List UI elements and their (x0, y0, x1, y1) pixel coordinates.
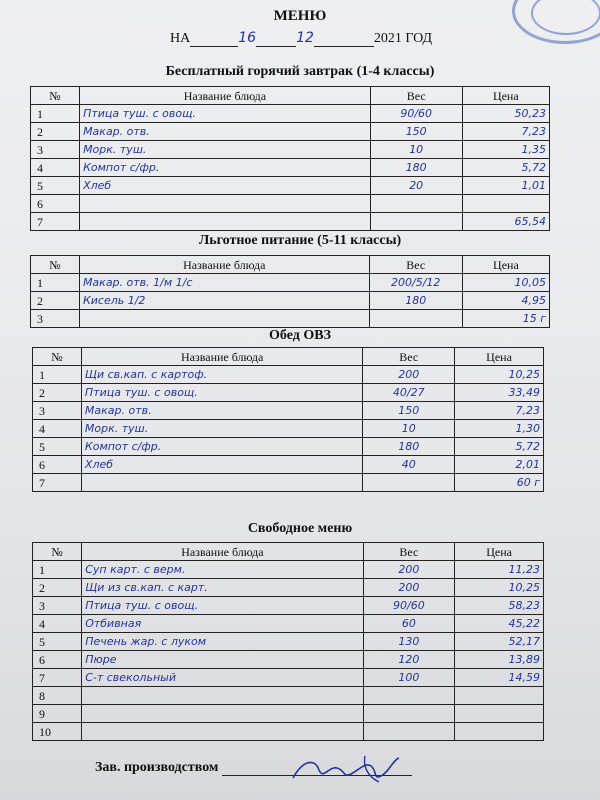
row-number: 6 (31, 195, 80, 213)
table-row (33, 615, 544, 633)
table-row (33, 420, 544, 438)
table-row (33, 384, 544, 402)
dish-name: Пюре (82, 651, 363, 669)
dish-price: 14,59 (455, 669, 544, 687)
dish-weight: 20 (370, 177, 462, 195)
table-row (31, 310, 550, 328)
column-header-name: Название блюда (80, 87, 371, 105)
dish-name (81, 474, 363, 492)
table-row (31, 177, 550, 195)
table-header-row (31, 256, 550, 274)
dish-weight: 130 (363, 633, 455, 651)
dish-weight: 100 (363, 669, 455, 687)
dish-weight: 150 (363, 402, 455, 420)
dish-price: 15 г (462, 310, 549, 328)
column-header-num: № (33, 348, 82, 366)
dish-price: 5,72 (462, 159, 549, 177)
row-number: 2 (33, 579, 82, 597)
dish-weight: 40 (363, 456, 455, 474)
table-row (31, 195, 550, 213)
table-header-row (31, 87, 550, 105)
dish-name (82, 723, 363, 741)
menu-title: МЕНЮ (273, 8, 327, 24)
table-header-row (33, 348, 544, 366)
dish-price: 1,35 (462, 141, 549, 159)
dish-price: 10,05 (462, 274, 549, 292)
row-number: 4 (33, 615, 82, 633)
dish-price: 1,30 (455, 420, 544, 438)
table-row (31, 213, 550, 231)
dish-weight: 200/5/12 (369, 274, 462, 292)
dish-name: Птица туш. с овощ. (81, 384, 363, 402)
dish-name (80, 213, 371, 231)
dish-name (79, 310, 369, 328)
row-number: 7 (33, 669, 82, 687)
dish-price: 1,01 (462, 177, 549, 195)
section-title-free-menu: Свободное меню (247, 521, 353, 536)
dish-weight: 10 (363, 420, 455, 438)
table-header-row (33, 543, 544, 561)
dish-weight: 200 (363, 366, 455, 384)
dish-price: 33,49 (455, 384, 544, 402)
dish-name: Хлеб (80, 177, 371, 195)
table-row (33, 456, 544, 474)
table-row (33, 366, 544, 384)
table-row (33, 474, 544, 492)
table-row (33, 402, 544, 420)
row-number: 1 (33, 561, 82, 579)
dish-price: 10,25 (455, 366, 544, 384)
row-number: 7 (33, 474, 82, 492)
dish-price: 58,23 (455, 597, 544, 615)
dish-weight: 10 (370, 141, 462, 159)
dish-price: 11,23 (455, 561, 544, 579)
dish-name: Птица туш. с овощ. (82, 597, 363, 615)
row-number: 4 (33, 420, 82, 438)
row-number: 2 (31, 123, 80, 141)
dish-price: 4,95 (462, 292, 549, 310)
table-row (33, 633, 544, 651)
dish-price (455, 687, 544, 705)
date-year: 2021 ГОД (373, 31, 433, 46)
table-row (31, 274, 550, 292)
dish-price: 45,22 (455, 615, 544, 633)
dish-weight: 150 (370, 123, 462, 141)
dish-weight (370, 213, 462, 231)
dish-price (462, 195, 549, 213)
dish-weight: 60 (363, 615, 455, 633)
dish-weight: 180 (370, 159, 462, 177)
row-number: 3 (31, 310, 80, 328)
row-number: 1 (33, 366, 82, 384)
dish-name (80, 195, 371, 213)
table-row (33, 597, 544, 615)
column-header-num: № (33, 543, 82, 561)
row-number: 8 (33, 687, 82, 705)
free-menu-table (32, 542, 544, 741)
column-header-price: Цена (455, 348, 544, 366)
column-header-price: Цена (462, 256, 549, 274)
table-row (31, 123, 550, 141)
dish-weight (363, 705, 455, 723)
row-number: 2 (33, 384, 82, 402)
dish-price: 5,72 (455, 438, 544, 456)
dish-price: 52,17 (455, 633, 544, 651)
column-header-weight: Вес (363, 543, 455, 561)
ovz-table (32, 347, 544, 492)
dish-weight: 200 (363, 561, 455, 579)
dish-weight: 200 (363, 579, 455, 597)
dish-name: Макар. отв. (81, 402, 363, 420)
dish-price (455, 723, 544, 741)
dish-name: Хлеб (81, 456, 363, 474)
dish-name: Макар. отв. (80, 123, 371, 141)
row-number: 1 (31, 105, 80, 123)
dish-name: Суп карт. с верм. (82, 561, 363, 579)
dish-price (455, 705, 544, 723)
column-header-weight: Вес (370, 87, 462, 105)
dish-name: Морк. туш. (80, 141, 371, 159)
breakfast-table (30, 86, 550, 231)
row-number: 3 (33, 597, 82, 615)
dish-weight (370, 195, 462, 213)
dish-price: 60 г (455, 474, 544, 492)
dish-name: Щи св.кап. с картоф. (81, 366, 363, 384)
dish-price: 2,01 (455, 456, 544, 474)
column-header-price: Цена (462, 87, 549, 105)
section-title-breakfast: Бесплатный горячий завтрак (1-4 классы) (165, 64, 435, 79)
row-number: 3 (31, 141, 80, 159)
row-number: 5 (33, 633, 82, 651)
dish-weight: 180 (369, 292, 462, 310)
dish-price: 10,25 (455, 579, 544, 597)
row-number: 2 (31, 292, 80, 310)
date-line (170, 30, 432, 47)
column-header-weight: Вес (363, 348, 455, 366)
dish-weight (363, 723, 455, 741)
row-number: 5 (33, 438, 82, 456)
table-row (31, 141, 550, 159)
row-number: 6 (33, 456, 82, 474)
signature-image (285, 752, 405, 786)
dish-name: С-т свекольный (82, 669, 363, 687)
dish-name: Компот с/фр. (80, 159, 371, 177)
table-row (33, 561, 544, 579)
table-row (31, 292, 550, 310)
table-row (33, 579, 544, 597)
dish-weight: 180 (363, 438, 455, 456)
table-row (33, 723, 544, 741)
table-row (33, 687, 544, 705)
preferential-table (30, 255, 550, 328)
row-number: 10 (33, 723, 82, 741)
row-number: 5 (31, 177, 80, 195)
dish-name: Щи из св.кап. с карт. (82, 579, 363, 597)
row-number: 1 (31, 274, 80, 292)
dish-weight: 90/60 (363, 597, 455, 615)
table-row (31, 105, 550, 123)
row-number: 9 (33, 705, 82, 723)
row-number: 4 (31, 159, 80, 177)
dish-name (82, 687, 363, 705)
dish-price: 13,89 (455, 651, 544, 669)
dish-name: Макар. отв. 1/м 1/с (79, 274, 369, 292)
date-day: 16 (238, 30, 257, 46)
date-month: 12 (296, 30, 314, 46)
dish-name: Морк. туш. (81, 420, 363, 438)
column-header-num: № (31, 87, 80, 105)
dish-name: Печень жар. с луком (82, 633, 363, 651)
column-header-weight: Вес (369, 256, 462, 274)
table-row (33, 669, 544, 687)
column-header-num: № (31, 256, 80, 274)
row-number: 3 (33, 402, 82, 420)
section-title-preferential: Льготное питание (5-11 классы) (198, 233, 402, 248)
dish-price: 50,23 (462, 105, 549, 123)
date-prefix: НА (170, 31, 191, 46)
section-title-ovz: Обед ОВЗ (269, 328, 331, 343)
dish-weight (363, 474, 455, 492)
dish-weight: 120 (363, 651, 455, 669)
footer-label: Зав. производством (95, 760, 219, 775)
dish-price: 65,54 (462, 213, 549, 231)
column-header-name: Название блюда (82, 543, 363, 561)
column-header-price: Цена (455, 543, 544, 561)
dish-name: Птица туш. с овощ. (80, 105, 371, 123)
dish-name (82, 705, 363, 723)
dish-name: Компот с/фр. (81, 438, 363, 456)
table-row (31, 159, 550, 177)
dish-weight (369, 310, 462, 328)
dish-weight: 90/60 (370, 105, 462, 123)
table-row (33, 705, 544, 723)
row-number: 7 (31, 213, 80, 231)
row-number: 6 (33, 651, 82, 669)
column-header-name: Название блюда (81, 348, 363, 366)
column-header-name: Название блюда (79, 256, 369, 274)
dish-name: Отбивная (82, 615, 363, 633)
dish-price: 7,23 (455, 402, 544, 420)
dish-weight (363, 687, 455, 705)
dish-price: 7,23 (462, 123, 549, 141)
table-row (33, 438, 544, 456)
table-row (33, 651, 544, 669)
dish-name: Кисель 1/2 (79, 292, 369, 310)
dish-weight: 40/27 (363, 384, 455, 402)
